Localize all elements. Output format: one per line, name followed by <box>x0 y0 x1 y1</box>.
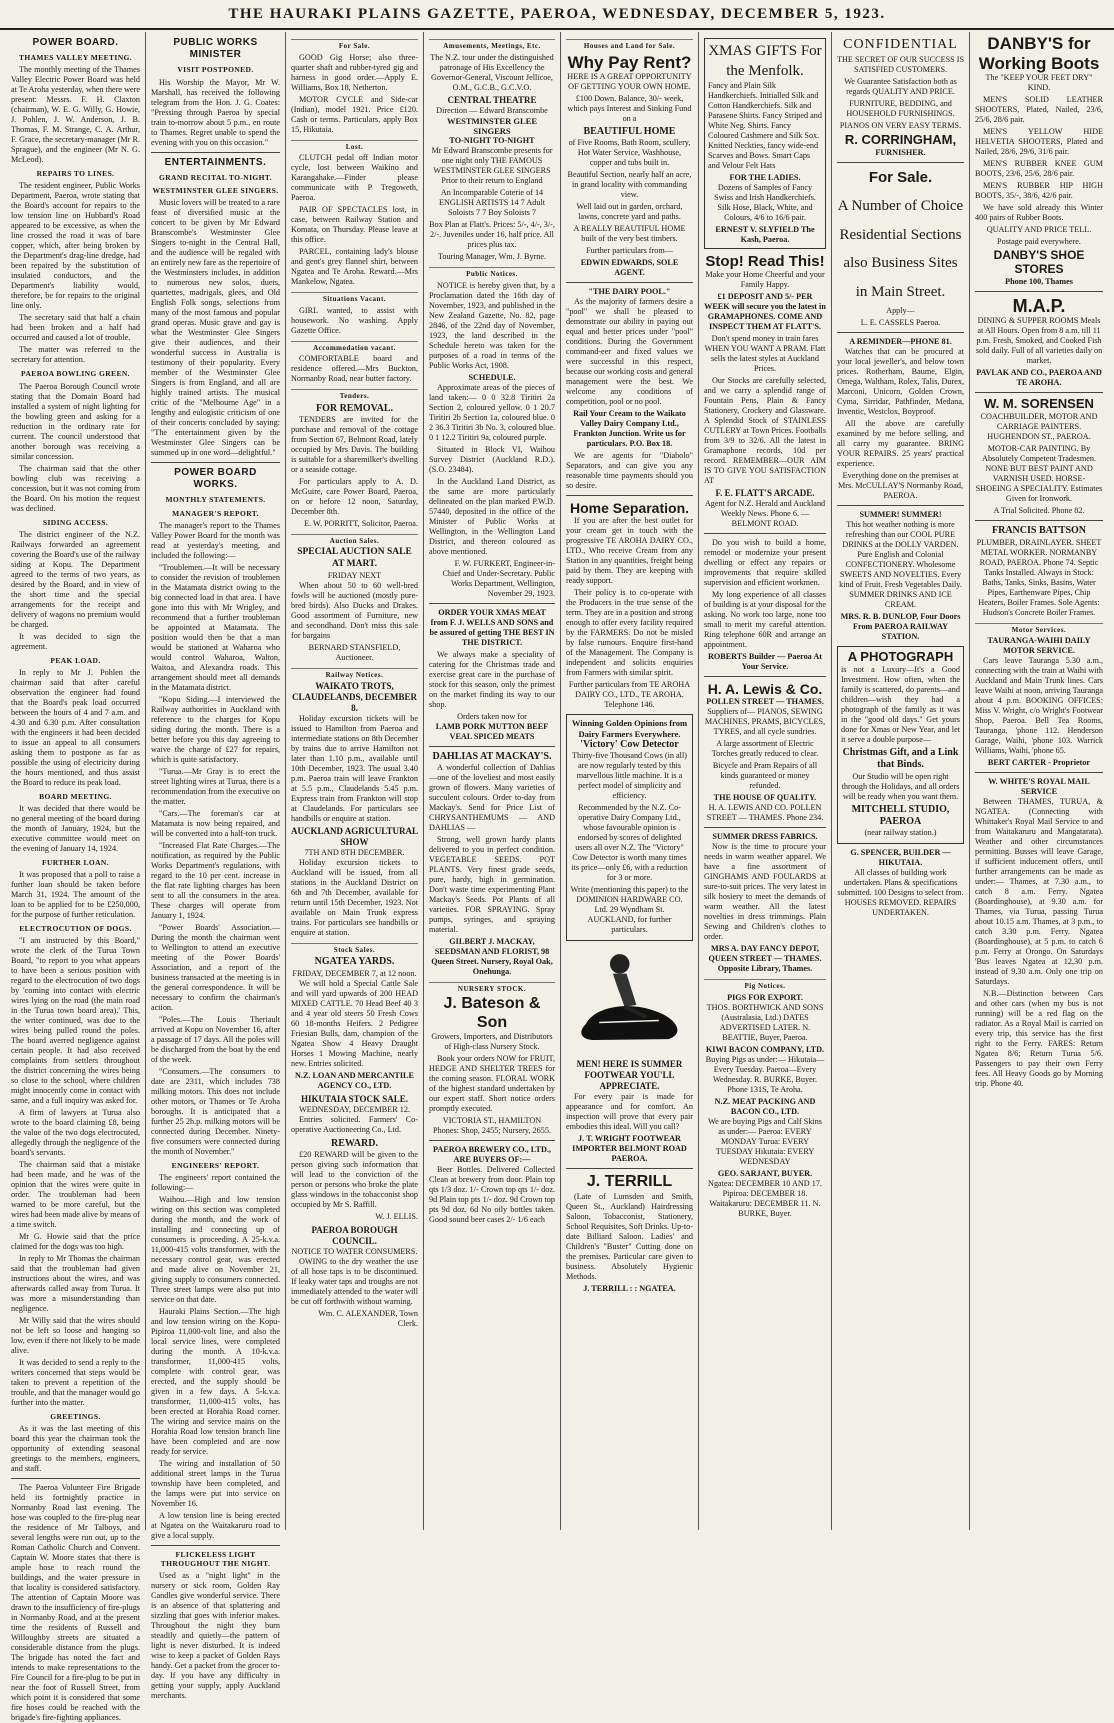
column-4 <box>424 32 561 1530</box>
subheading: ENGINEERS' REPORT. <box>171 1160 260 1170</box>
classified-ad: Growers, Importers, and Distributors of High-class Nursery Stock. <box>431 1032 553 1052</box>
article-paragraph: In reply to Mr J. Pohlen the chairman said that after careful observation the engineer had found that the Board's peak load occurred between the hours of 4 and 7 a.m. and 4.30 and 6.30 p.m. After consultation with the engineers it had been decided to issue an appeal to all consumers asking them to postpone as far as possible the using of electricity during the hours mentioned, and thus assist the Board to reduce its peak load. <box>11 667 140 787</box>
ad-heading: Christmas Gift, and a Link that Binds. <box>842 747 959 771</box>
classified-ad: Everything done on the premises at Mrs. McCULLAY'S Normanby Road, PAEROA. <box>837 471 964 501</box>
divider <box>429 746 555 747</box>
classified-ad: Holiday excursion tickets to Auckland will be issued, from all stations in the Auckland District on 6th and 7th December, available for return until 15th December, 1923. Not available on Main Trunk express trains. For particulars see handbills or enquire at station. <box>291 857 418 937</box>
section-label: NURSERY STOCK. <box>429 982 555 994</box>
divider <box>975 520 1103 521</box>
classified-ad: MOTOR CYCLE and Side-car (Indian), model 1921. Price £120. Cash or terms. Particulars, apply Box 15, Hikutaia. <box>291 94 418 134</box>
classified-ad: Further particulars from— <box>586 246 673 256</box>
article-paragraph: Used as a "night light" in the nursery or sick room, Golden Ray Candles give wonderful service. There is an absence of that splattering and sizzling that goes with inferior makes. Throughout the night they burn steadily and quietly—the pattern of light is never disturbed. It is indeed wise to keep a packet of Golden Rays handy. Get a packet from the grocer to-day. If you have any difficulty in getting your supply, apply Auckland merchants. <box>151 1571 280 1701</box>
classified-ad: Beautiful Section, nearly half an acre, in grand locality with commanding view. <box>567 170 692 200</box>
terrill-heading: J. TERRILL <box>586 1173 673 1191</box>
article-paragraph: Waihou.—High and low tension wiring on this section was completed during the month, and the work of installing and connecting up of consumers is proceeding. A 25-k.v.a. 11,000-415 volts transformer, with the necessary control gear, was erected and made alive on November 21, giving supply to consumers connected. Three street lamps were also put into service on that date. <box>151 1194 280 1304</box>
classified-ad: £1 DEPOSIT AND 5/- PER WEEK will secure you the latest in GRAMAPHONES. COME AND INSPECT THEM AT FLATT'S. <box>704 292 826 332</box>
classified-ad: We Guarantee Satisfaction both as regards QUALITY AND PRICE. <box>844 77 957 96</box>
ad-signature: GILBERT J. MACKAY, SEEDSMAN AND FLORIST, 98 Queen Street. Nursery, Royal Oak, Onehunga. <box>431 936 553 976</box>
classified-ad: Buying Pigs as under:— Hikutaia—Every Tuesday. Paeroa—Every Wednesday. R. BURKE, Buyer. Phone 131S, Te Aroha. <box>705 1054 825 1094</box>
column-2 <box>146 32 286 1701</box>
article-paragraph: The Paeroa Borough Council wrote stating that the Domain Board had installed a system of night lighting for the bowling green and asking for a reduction in the ordinary rate for current. The council understood that another borough was receiving a similar concession. <box>11 381 140 461</box>
ad-heading: PAEROA BREWERY CO., LTD., ARE BUYERS OF:— <box>433 1145 551 1165</box>
classified-ad: Our Stocks are carefully selected, and we carry a splendid range of Fountain Pens, Plain & Fancy Stationery, Crockery and Glassware. A Splendid Stock of STAINLESS CUTLERY at Town Prices. Footballs from 3/9 to 32/6. All the latest in Gramaphone records, 10d per record. REMEMBER—OUR AIM IS TO GIVE YOU SATISFACTION AT <box>704 376 827 486</box>
ad-heading: PIGS FOR EXPORT. <box>727 992 803 1002</box>
bateson-heading: J. Bateson & Son <box>443 995 541 1031</box>
classified-ad: Mr Edward Branscombe presents for one night only THE FAMOUS WESTMINSTER GLEE SINGERS Prior to their return to England <box>431 146 553 186</box>
ad-subheading: TO-NIGHT TO-NIGHT <box>449 136 535 146</box>
classified-ad: (near railway station.) <box>864 827 937 837</box>
classified-ad: Well laid out in garden, orchard, lawns, concrete yard and paths. <box>576 202 683 222</box>
classified-ad: N.B.—Distinction between Cars and other cars (when my bus is not running) will be a red flag on the radiator. As a Royal Mail is carried on every trip, this service has the first right to the Ferry. FARES: Return Ngatea 8/6; Return Turua 5/6. Passengers to pay their own Ferry fees. All Heavy Goods go by Morning trip. Phone 40. <box>975 989 1103 1089</box>
classified-ad: Cars leave Tauranga 5.30 a.m., connecting with the train at Waihi with Auckland and Main Trunk lines. Cars leave Waihi at noon, arriving Tauranga about 4 p.m. BOOKING OFFICES: Miss V. Wright, c/o Wright's Footwear Shop, Paeroa. Bell Tea Rooms, Tauranga, 'phone 112. Henderson Garage, Waihi, 'phone 103. Warrick Williams, Waihi, 'phone 65. <box>975 656 1103 756</box>
columns <box>6 32 1108 1723</box>
article-paragraph: "Consumers.—The consumers to date are 2311, which includes 738 milking motors. This does not include other motors, or Thames or Te Aroha boroughs. It is anticipated that a further 25 2h.p. milking motors will be connected during December. Ninety-five consumers were connected during the month of November." <box>151 1066 280 1156</box>
article-paragraph: Music lovers will be treated to a rare feast of diversified music at the concert to be given by Mr Edward Branscombe's Westminster Glee Singers to-night in the Central Hall, and the audience will be regaled with an entirely new fare as the repertoire of the Westminsters includes, in addition to numerous new solos, duets, quartettes, madrigals, glees, and Old English Folk songs, selections from many of the most famous and popular grand operas. Music grave and gay is what the Westminster Glee Singers give their audiences, and their wonderful success in Australia is testimony of their popularity. Every member of the Westminster Glee Singers is from England, and all are highly trained artists. The musical critic of the "Melbourne Age" in a lengthy and eulogistic criticism of one of their concerts concluded by saying: "The entertainment given by the Westminster Glee Singers can be summed up in one word—delightful." <box>151 197 280 457</box>
classified-ad: Now is the time to procure your needs in warm weather apparel. We have a fine assortment of GINGHAMS AND FOULARDS at sure-to-suit prices. The very latest in silk hosiery to meet the demands of warm weather. All the latest novelties in dress trimmings. Plain Sewing and Children's clothes to order. <box>704 842 826 942</box>
shoe-illustration <box>566 945 693 1055</box>
home-separation-heading: Home Separation. <box>569 500 690 517</box>
column-6 <box>699 32 832 1530</box>
section-label: Houses and Land for Sale. <box>566 39 693 51</box>
ad-heading: G. SPENCER, BUILDER — HIKUTAIA. <box>850 847 951 867</box>
classified-ad: The "KEEP YOUR FEET DRY" KIND. <box>985 73 1093 93</box>
section-label: Situations Vacant. <box>291 292 418 304</box>
ad-signature: F. W. FURKERT, Engineer-in-Chief and Under-Secretary. Public Works Department, Wellington, November 29, 1923. <box>442 558 555 598</box>
classified-ad: Dozens of Samples of Fancy Swiss and Irish Handkerchiefs. Silk Hose, Black, White, and Colours, 4/6 to 16/6 pair. <box>714 183 816 222</box>
ad-subheading: NOTICE TO WATER CONSUMERS. <box>291 1246 418 1256</box>
power-board-subtitle: THAMES VALLEY MEETING. <box>18 53 133 63</box>
classified-ad: Bicycle and Pram Repairs of all kinds guaranteed or money refunded. <box>712 761 818 791</box>
divider <box>975 291 1103 292</box>
divider <box>11 1478 140 1479</box>
article-paragraph: Mr Willy said that the wires should not be left so loose and hanging so low, even if there not likely to be made alive. <box>11 1316 140 1356</box>
classified-ad: MEN'S YELLOW HIDE HELVETIA SHOOTERS, Plated and Nailed, 28/6, 29/6, 31/6 pair. <box>975 127 1103 157</box>
subheading: MONTHLY STATEMENTS. <box>165 495 266 505</box>
ad-heading: 'Victory' Cow Detector <box>580 739 679 751</box>
article-paragraph: The matter was referred to the secretary for attention. <box>11 345 140 365</box>
classified-ad: Thirty-five Thousand Cows (in all) are now regularly tested by this marvellous little machine. It is a perfect model of simplicity and efficiency. <box>572 751 687 801</box>
classified-ad: PIANOS ON VERY EASY TERMS. <box>839 121 962 130</box>
divider <box>837 332 964 333</box>
ad-signature: MRS. R. B. DUNLOP, Four Doors From PAEROA RAILWAY STATION. <box>840 612 961 642</box>
ad-heading: CENTRAL THEATRE <box>447 94 537 105</box>
classified-ad: GOOD Gig Horse; also three-quarter shaft and rubber-tyred gig and harness in good order.—Apply E. Williams, Box 18, Netherton. <box>291 52 418 92</box>
ad-signature: ERNEST V. SLYFIELD The Kash, Paeroa. <box>715 225 815 244</box>
subheading: GREETINGS. <box>50 1412 101 1422</box>
sorensen-heading: W. M. SORENSEN <box>984 396 1094 412</box>
article-paragraph: The resident engineer, Public Works Department, Paeroa, wrote stating that the Board's account for repairs to the low tension line on Hubbard's Road appeared to be excessive, as when the line crossed the road it was of bare copper, which, after being broken by the Department's drag-line dredge, had been repaired by the substitution of insulated conductors, and the Department's liability would, therefore, be for repairs to the original line only. <box>11 181 140 311</box>
public-works-title: PUBLIC WORKS MINISTER <box>173 37 258 61</box>
ad-heading: WAIKATO TROTS, CLAUDELANDS, DECEMBER 8. <box>291 681 417 713</box>
classified-ad: PAIR OF SPECTACLES lost, in case, between Railway Station and Komata, on Thursday. Please leave at this office. <box>291 205 418 245</box>
classified-ad: MOTOR-CAR PAINTING. By Absolutely Competent Tradesmen. NONE BUT BEST PAINT AND VARNISH USED. HORSE-SHOEING A SPECIALITY. Estimates Given for Ironwork. <box>975 444 1103 504</box>
subheading: REPAIRS TO LINES. <box>36 169 115 179</box>
classified-ad: Strong, well grown hardy plants delivered to you in perfect condition. VEGETABLE SEEDS. POT PLANTS. Very finest grade seeds, pure, hardy, high in germination. Don't waste time experimenting Plant Mackay's Seeds. Pot Plants of all varieties. FOR SPRAYING. Spray pumps, syringes, and spraying material. <box>429 834 555 934</box>
ad-heading: FOR REMOVAL. <box>315 402 394 414</box>
classified-ad: Our Studio will be open right through the Holidays, and all orders will be ready when you want them. <box>841 771 960 801</box>
classified-ad: FURNITURE, BEDDING, and HOUSEHOLD FURNISHINGS. <box>846 99 955 118</box>
classified-ad: Recommended by the N.Z. Co-operative Dairy Company Ltd., whose favourable opinion is endorsed by scores of delighted users all over N.Z. The "Victory" Cow Detector is worth many times its price—only £6, with a reduction for 3 or more. <box>571 803 688 883</box>
article-paragraph: "Troublemen.—It will be necessary to consider the revision of troublemen in the Matamata district owing to the big connected load in that area. I have gone into this with Mr Wrigley, and recommend that a further troubleman be appointed at Matamata. The position would then be that a man would be stationed at Waharoa who would control Waharoa, Walton, Waitoa, and Alexandra roads. This arrangement should meet all demands in the Matamata district. <box>151 562 280 692</box>
section-label: Pig Notices. <box>704 979 826 991</box>
article-paragraph: It was decided to sign the agreement. <box>11 631 140 651</box>
divider <box>975 772 1103 773</box>
stop-read-heading: Stop! Read This! <box>705 253 825 270</box>
classified-ad: PARCEL, containing lady's blouse and gent's grey flannel shirt, between Ngatea and Te Aroha. Reward.—Mrs Mankelow, Ngatea. <box>291 247 418 287</box>
power-board-title: POWER BOARD. <box>32 37 119 48</box>
classified-ad: GIRL wanted, to assist with housework. No washing. Apply Gazette Office. <box>291 305 418 335</box>
divider <box>151 1545 280 1546</box>
article-paragraph: Hauraki Plains Section.—The high and low tension wiring on the Kopu-Pipiroa 11,000-volt line, and also the local service lines, were completed during the month. A 10-k.v.a. transformer, 11,000-415 volts, complete with control gear, was erected, and the supply should be given in a few days. A 5-k.v.a. transformer, 11,000-415 volts, has been erected at Horahia Road corner. The wiring and service mains on the Horahia Road low tension branch line have been completed and are now ready for service. <box>151 1306 280 1456</box>
ad-signature: MRS A. DAY FANCY DEPOT, QUEEN STREET — THAMES. Opposite Library, Thames. <box>708 944 822 974</box>
subheading: SIDING ACCESS. <box>42 517 109 527</box>
subheading: FLICKELESS LIGHT THROUGHOUT THE NIGHT. <box>160 1549 271 1568</box>
classified-ad: HERE IS A GREAT OPPORTUNITY OF GETTING YOUR OWN HOME. <box>567 72 692 92</box>
column-8 <box>970 32 1108 1530</box>
subheading: FURTHER LOAN. <box>41 858 110 868</box>
classified-ad: Make your Home Cheerful and your Family Happy. <box>705 270 825 290</box>
article-paragraph: The district engineer of the N.Z. Railways forwarded an agreement covering the Board's use of the railway siding at Kopu. The Department agreed to the terms of two years, as desired by the Board, and in view of the short time and the special arrangements for the receipt and delivery of wagons no premium would be charged. <box>11 529 140 629</box>
divider <box>975 392 1103 393</box>
section-label: Amusements, Meetings, Etc. <box>429 39 555 51</box>
subheading: ELECTROCUTION OF DOGS. <box>19 924 132 934</box>
ad-heading: REWARD. <box>331 1137 378 1149</box>
classified-ad: A wonderful collection of Dahlias—one of the loveliest and most easily grown of flowers. Many varieties of succulent colours. Order to-day from Mackay's. Send for Price List of CHRYSANTHEMUMS — AND DAHLIAS — <box>429 762 555 832</box>
classified-ad: We always make a speciality of catering for the Christmas trade and exercise great care in the purchase of stock for this season, only the primest on the market finding its way to our shop. <box>429 649 555 709</box>
divider <box>837 162 964 163</box>
ad-subheading: POLLEN STREET — THAMES. <box>706 697 824 707</box>
subheading: BOARD MEETING. <box>39 791 112 801</box>
ad-heading: TAURANGA-WAIHI DAILY MOTOR SERVICE. <box>987 636 1091 656</box>
classified-ad: Entries solicited. Farmers' Co-operative Auctioneering Co., Ltd. <box>291 1114 418 1134</box>
divider <box>704 827 826 828</box>
classified-ad: (Late of Lumsden and Smith, Queen St., Auckland) Hairdressing Saloon, Tobacconist, Stationery, School Requisites, Soft Drinks. Up-to-date Billiard Saloon. Ladies' and Children's "Buster" Cutting done on the premises. Particular care given to business. Absolutely Hygienic Methods. <box>566 1191 693 1281</box>
article-paragraph: "Kopu Siding.—I interviewed the Railway authorities in Auckland with reference to the charges for Kopu siding during the month. There is a better before you this day agreeing to waive the charge of £27 for repairs, which is quite satisfactory. <box>151 694 280 764</box>
ad-heading: "THE DAIRY POOL." <box>588 287 671 297</box>
ad-subheading: Orders taken now for <box>457 711 527 721</box>
ad-signature: VICTORIA ST., HAMILTON Phones: Shop, 2455; Nursery, 2655. <box>433 1116 551 1136</box>
divider <box>837 505 964 506</box>
ad-heading: DAHLIAS AT MACKAY'S. <box>432 750 552 762</box>
sections-ad-text: A Number of Choice Residential Sections also Business Sites in Main Street. <box>837 198 964 300</box>
danby-heading: DANBY'S for Working Boots <box>978 34 1100 73</box>
classified-ad: A Trial Solicited. Phone 82. <box>993 506 1085 516</box>
classified-ad: We are buying Pigs and Calf Skins as under:— Paeroa: EVERY MONDAY Turua: EVERY TUESDAY Hikutaia: EVERY WEDNESDAY <box>708 1116 822 1166</box>
power-board-works-title: POWER BOARD WORKS. <box>174 466 257 491</box>
subheading: GRAND RECITAL TO-NIGHT. <box>158 172 273 182</box>
classified-ad: Book your orders NOW for FRUIT, HEDGE AND SHELTER TREES for the coming season. FLORAL WORK of the highest standard undertaken by our expert staff. Short notice orders promptly executed. <box>429 1054 555 1114</box>
column-7 <box>832 32 970 1530</box>
divider <box>151 152 280 153</box>
classified-ad: A large assortment of Electric Torches greatly reduced to clear. <box>711 739 819 759</box>
article-paragraph: The Paeroa Volunteer Fire Brigade held its fortnightly practice in Normanby Road last evening. The hose was coupled to the fire-plug near the residence of Mr Talboys, and several lengths were run out, up to the Roman Catholic Church and Convent. Captain W. Moore states that there is ample hose to reach round the buildings, and the water pressure in that locality is considered satisfactory. The attention of Captain Moore was drawn to the insufficiency of fire-plugs in Normanby Road, and at the present time the residents of Russell and Willoughby streets are situated a considerable distance from the plugs. The brigade has noted the fact and intends to make representations to the Fire Council for a fire-plug to be put in near the foot of Russell Street, from which point it is considered that some fire hoses could be reached with the brigade's fire-fighting appliances. <box>11 1483 140 1723</box>
map-heading: M.A.P. <box>1012 295 1066 316</box>
article-paragraph: "Poles.—The Louis Theriault arrived at Kopu on November 16, after a passage of 17 days. All the poles will be discharged from the boat by the end of the week. <box>151 1014 280 1064</box>
divider <box>429 603 555 604</box>
article-paragraph: "Cars.—The foreman's car at Matamata is now being repaired, and will be converted into a half-ton truck. <box>151 808 280 838</box>
entertainments-title: ENTERTAINMENTS. <box>164 156 267 168</box>
ad-heading: SUMMER DRESS FABRICS. <box>712 832 818 842</box>
divider <box>429 1140 555 1141</box>
classified-ad: MEN'S RUBBER HIP HIGH BOOTS, 35/-, 38/6, 42/6 pair. <box>975 181 1103 201</box>
classified-ad: We will hold a Special Cattle Sale and will yard upwards of 200 HEAD MIXED CATTLE. 70 Head Beef 40 3 and 4 year old steers 50 Fresh Cows 60 18-months Heifers. 2 Pedigree Friesian Bulls, dam, champion of the Ngatea Show 4 Heavy Draught Horses 1 Mowing Machine, nearly new. Entries solicited. <box>291 978 418 1068</box>
xmas-gifts-ad <box>704 38 826 249</box>
article-paragraph: In reply to Mr Thomas the chairman said that the troubleman had given instructions about the wires, and was afterwards called away from Turua. It was more a misunderstanding than negligence. <box>11 1254 140 1314</box>
ad-signature: L. E. CASSELS Paeroa. <box>860 318 941 328</box>
article-paragraph: The chairman said that the other bowling club was receiving a concession, but it was not coming from the Board. On his motion the request was declined. <box>11 463 140 513</box>
classified-ad: LAMB PORK MUTTON BEEF VEAL SPICED MEATS <box>435 721 549 741</box>
section-label: Lost. <box>291 140 418 152</box>
ad-subheading: FOR THE LADIES. <box>729 173 801 182</box>
subheading: VISIT POSTPONED. <box>177 65 254 75</box>
ad-subheading: FURNISHER. <box>875 147 926 157</box>
divider <box>566 1168 693 1169</box>
article-paragraph: It was decided to send a reply to the writers concerned that steps would be taken to prevent a repetition of the trouble, and that the manager would go further into the matter. <box>11 1358 140 1408</box>
ad-heading: BEAUTIFUL HOME <box>583 126 676 138</box>
classified-ad: Agent for N.Z. Herald and Auckland Weekly News. Phone 6. — BELMONT ROAD. <box>704 499 826 529</box>
ad-subheading: 7TH AND 8TH DECEMBER. <box>304 847 405 857</box>
ad-signature: W. J. ELLIS. <box>375 1211 418 1221</box>
classified-ad: All the above are carefully examined by me before selling, and all carry my guarantee. BRING YOUR REPAIRS. 25 years' practical experience. <box>837 419 964 469</box>
classified-ad: of Five Rooms, Bath Room, scullery, Hot Water Service, Washhouse, copper and tubs built in. <box>568 138 691 168</box>
classified-ad: The N.Z. tour under the distinguished patronage of His Excellency the Governor-General, Viscount Jellicoe, O.M., G.C.B., G.C.V.O. <box>430 52 554 92</box>
ad-signature: N.Z. LOAN AND MERCANTILE AGENCY CO., LTD. <box>295 1070 414 1090</box>
for-sale-heading: For Sale. <box>868 168 933 186</box>
ad-signature: Further particulars from TE AROHA DAIRY CO., LTD., TE AROHA. Telephone 146. <box>568 680 691 710</box>
photograph-ad <box>837 646 964 844</box>
classified-ad: is not a Luxury—It's a Good Investment. How often, when the family is scattered, do parents—and children—wish they had a photograph of the family as it was in the "good old days." Get yours done for Xmas or New Year, and let it serve a double purpose— <box>841 665 960 745</box>
article-paragraph: The manager's report to the Thames Valley Power Board for the month was read at yesterday's meeting, and included the following:— <box>151 520 280 560</box>
ad-heading: MEN! HERE IS SUMMER FOOTWEAR YOU'LL APPRECIATE. <box>576 1059 683 1092</box>
classified-ad: NOTICE is hereby given that, by a Proclamation dated the 16th day of November, 1923, and published in the New Zealand Gazette, No. 82, page 2846, of the 22nd day of November, 1923, the land described in the Schedule hereto was taken for the purposes of a road in terms of the Public Works Act, 1908. <box>429 280 555 370</box>
ad-heading: PAEROA BOROUGH COUNCIL. <box>311 1224 398 1246</box>
section-label: Accommodation vacant. <box>291 341 418 353</box>
ad-heading: F. E. FLATT'S ARCADE. <box>715 488 815 499</box>
ad-subheading: SCHEDULE. <box>468 372 516 382</box>
classified-ad: £100 Down. Balance, 30/- week, which pays Interest and Sinking Fund on a <box>567 94 692 124</box>
article-paragraph: As it was the last meeting of this board this year the chairman took the opportunity of extending seasonal greetings to the members, engineers, and staff. <box>11 1424 140 1474</box>
corringham-heading: R. CORRINGHAM, <box>844 132 957 147</box>
classified-ad: Do you wish to build a home, remodel or modernize your present dwelling or effect any repairs or improvements that require skilled supervision and efficient workmen. <box>704 538 826 588</box>
classified-ad: £20 REWARD will be given to the person giving such information that will lead to the conviction of the person or persons who broke the plate glass windows in the tobacconist shop occupied by Mr S. Raffill. <box>291 1149 418 1209</box>
section-label: For Sale. <box>291 39 418 51</box>
divider <box>704 676 826 677</box>
ad-subheading: FRIDAY NEXT <box>327 570 382 580</box>
ad-heading: W. WHITE'S ROYAL MAIL SERVICE <box>988 777 1090 797</box>
section-label: Public Notices. <box>429 267 555 279</box>
ad-heading: AUCKLAND AGRICULTURAL SHOW <box>291 825 418 847</box>
ad-signature: BERT CARTER - Proprietor <box>987 758 1091 768</box>
classified-ad: CLUTCH pedal off Indian motor cycle, lost between Waikino and Karangahake.—Finder please communicate with P Tregoweth, Paeroa. <box>291 153 418 203</box>
divider <box>151 462 280 463</box>
classified-ad: Holiday excursion tickets will be issued to Hamilton from Paeroa and intermediate stations on 8th December by trains due to arrive Hamilton not later than 1.10 p.m., available until 10th December, 1923. The usual 3.40 p.m. Paeroa train will leave Frankton at 5.5 p.m., Claudelands 5.45 p.m. Express train from Frankton will stop at Claudelands. For particulars see handbills or enquire at station. <box>291 713 418 823</box>
ad-signature: E. W. PORRITT, Solicitor, Paeroa. <box>304 518 418 528</box>
classified-ad: An Incomparable Coterie of 14 ENGLISH ARTISTS 14 7 Adult Soloists 7 7 Boy Soloists 7 <box>439 188 545 218</box>
classified-ad: A REALLY BEAUTIFUL HOME built of the very best timbers. <box>573 224 686 244</box>
ad-heading: A REMINDER—PHONE 81. <box>849 337 952 347</box>
classified-ad: THOS. BORTHWICK AND SONS (Australasia, Ltd.) DATES ADVERTISED LATER. N. BEATTIE, Buyer, Paeroa. <box>706 1002 824 1042</box>
ad-signature: BERNARD STANSFIELD, Auctioneer. <box>308 642 401 662</box>
subheading: MANAGER'S REPORT. <box>172 508 259 518</box>
ad-heading: N.Z. MEAT PACKING AND BACON CO., LTD. <box>714 1096 816 1116</box>
ad-heading: NGATEA YARDS. <box>314 956 395 968</box>
article-paragraph: The chairman said that a mistake had been made, and he was of the opinion that the wires were quite in order. The troubleman had been warned to be more careful, but the wires had been made alive by means of a time switch. <box>11 1160 140 1230</box>
classified-ad: COACHBUILDER, MOTOR AND CARRIAGE PAINTERS. HUGHENDON ST., PAEROA. <box>980 412 1098 442</box>
classified-ad: Apply— <box>886 306 915 316</box>
ad-signature: EDWIN EDWARDS, SOLE AGENT. <box>580 258 679 278</box>
article-paragraph: The engineers' report contained the following:— <box>151 1172 280 1192</box>
classified-ad: We have sold already this Winter 400 pairs of Rubber Boots. <box>975 203 1103 223</box>
classified-ad: If you are after the best outlet for your cream get in touch with the progressive TE AROHA DAIRY CO., LTD., Who receive Cream from any Station in any quantities, freight being paid by them. They are keeping with ready support. <box>566 516 693 586</box>
article-paragraph: His Worship the Mayor, Mr W. Marshall, has received the following telegram from the Hon. J. G. Coates: "Pressing through Paeroa by special train to-morrow about 5 p.m., en route to Thames. Regret unable to spend the evening with you on this occasion." <box>151 77 280 147</box>
classified-ad: In the Auckland Land District, as the same are more particularly delineated on the plan marked P.W.D. 57440, deposited in the office of the Minister of Public Works at Wellington, in the Wellington Land District, and thereon coloured as above mentioned. <box>429 476 555 556</box>
ad-heading: XMAS GIFTS For the Menfolk. <box>708 43 822 79</box>
article-paragraph: "Turua.—Mr Gray is to erect the street lighting wires at Turua, there is a recommendation from the executive on the matter. <box>151 766 280 806</box>
lewis-heading: H. A. Lewis & Co. <box>707 681 823 698</box>
column-3 <box>286 32 424 1530</box>
ad-signature: H. A. LEWIS AND CO. POLLEN STREET — THAMES. Phone 234. <box>706 803 824 823</box>
why-pay-rent-heading: Why Pay Rent? <box>567 52 692 72</box>
classified-ad: All classes of building work undertaken. Plans & specifications submitted. 100 Designs to select from. HOUSES REMOVED. REPAIRS UNDERTAKEN. <box>837 867 964 917</box>
classified-ad: When about 50 to 60 well-bred fowls will be auctioned (mostly pure-bred birds). Also Ducks and Drakes. Good assortment of Furniture, new and secondhand. Don't miss this sale for bargains <box>291 580 418 640</box>
column-5 <box>561 32 699 1530</box>
ad-subheading: Phone 100, Thames <box>1005 276 1073 286</box>
article-paragraph: It was decided that there would be no general meeting of the board during the month of January, 1924, but the executive committee would meet on the evening of January 14, 1924. <box>11 804 140 854</box>
classified-ad: Situated in Block VI, Waihou Survey District (Auckland R.D.). (S.O. 23484). <box>429 444 555 474</box>
classified-ad: TENDERS are invited for the purchase and removal of the cottage from Section 67, Belmont Road, lately occupied by Mrs Davis. The building is suitable for a sharemilker's dwelling or a seaside cottage. <box>291 414 418 474</box>
classified-ad: Suppliers of— PIANOS, SEWING MACHINES, PRAMS, BICYCLES, TYRES, and all cycle sundries. <box>704 707 826 737</box>
divider <box>566 495 693 496</box>
classified-ad: Fancy and Plain Silk Handkerchiefs. Initialled Silk and Cotton Handkerchiefs. Silk and Parasene Shirts. Fancy Striped and White Neg. Shirts. Fancy Coloured Cashmere and Silk Sox. Knitted Neckties, fancy wide-end Scarves and Bows. Smart Caps and Velour Felt Hats <box>708 81 822 170</box>
classified-ad: For particulars apply to A. D. McGuire, care Power Board, Paeroa, on or before 12 noon, Saturday, December 8th. <box>291 476 418 516</box>
article-paragraph: "Increased Flat Rate Charges.—The notification, as required by the Public Works Department's regulations, with regard to the 10 per cent. increase in the flat rate lighting charges has been sent to all the consumers in the area. These charges will operate from January 1, 1924. <box>151 840 280 920</box>
article-paragraph: It was proposed that a poll to raise a further loan should be taken before March 31, 1924. The amount of the loan to be applied for to be £250,000, for the purpose of further reticulation. <box>11 870 140 920</box>
classified-ad: Box Plan at Flatt's. Prices: 5/-, 4/-, 3/-, 2/-. Juveniles under 16, half price. All prices plus tax. <box>429 220 555 250</box>
classified-ad: As the majority of farmers desire a "pool" we shall be pleased to demonstrate our ability in paying out equal and better prices under "pool" conditions. During the Government command-eer and fixed values we were successful in this respect, because our working costs and general management were the best. We welcome any conditions of competition, pool or no pool. <box>566 297 693 407</box>
classified-ad: We are agents for "Diabolo" Separators, and can give you any reasonable time payments should you so desire. <box>566 451 693 491</box>
classified-ad: Ngatea: DECEMBER 10 AND 17. Pipiroa: DECEMBER 18. Waitakaruru: DECEMBER 11. N. BURKE, Buyer. <box>708 1178 822 1218</box>
classified-ad: QUALITY AND PRICE TELL. <box>986 225 1092 235</box>
article-paragraph: A firm of lawyers at Turua also wrote to the board claiming £8, being the value of the two dogs electrocuted, allegedly through the negligence of the board's servants. <box>11 1108 140 1158</box>
ad-heading: Winning Golden Opinions from Dairy Farmers Everywhere. <box>571 718 688 739</box>
ad-signature: GEO. SARJANT, BUYER. <box>717 1168 813 1178</box>
subheading: PEAK LOAD. <box>50 655 101 665</box>
classified-ad: MEN'S RUBBER KNEE GUM BOOTS, 23/6, 25/6, 28/6 pair. <box>975 159 1103 179</box>
ad-heading: A PHOTOGRAPH <box>847 649 954 665</box>
classified-ad: MEN'S SOLID LEATHER SHOOTERS, Plated, Nailed, 23/6, 25/6, 28/6 pair. <box>975 95 1103 125</box>
danby-stores-heading: DANBY'S SHOE STORES <box>993 248 1085 276</box>
classified-ad: For every pair is made for appearance and for comfort. An inspection will prove that every pair embodies this ideal. Will you call? <box>566 1092 693 1132</box>
article-paragraph: The wiring and installation of 50 additional street lamps in the Turua township have been completed, and the lamps were put into service on November 16. <box>151 1458 280 1508</box>
classified-ad: Approximate areas of the pieces of land taken:— 0 0 32.8 Tiritiri 2a Section 2, coloured yellow. 0 1 20.7 Tiritiri 2b Section 1a, coloured blue. 0 2 36.3 Tiritiri 3b No. 3, coloured blue. 0 1 12.2 Tiritiri 9a, coloured purple. <box>429 382 555 442</box>
classified-ad: Touring Manager, Wm. J. Byrne. <box>437 252 547 262</box>
ad-signature: MITCHELL STUDIO, PAEROA <box>851 803 950 827</box>
victory-cow-detector-ad <box>566 714 693 941</box>
ad-heading: KIWI BACON COMPANY, LTD. <box>705 1044 825 1054</box>
ad-heading: WESTMINSTER GLEE SINGERS <box>447 115 537 136</box>
article-paragraph: Mr G. Howie said that the price claimed for the dogs was too high. <box>11 1232 140 1252</box>
section-label: Railway Notices. <box>291 668 418 680</box>
ad-heading: ORDER YOUR XMAS MEAT from F. J. WELLS AND SONS and be assured of getting THE BEST IN THE DISTRICT. <box>429 607 555 647</box>
classified-ad: Rail Your Cream to the Waikato Valley Dairy Company Ltd., Frankton Junction. Write us for particulars. P.O. Box 18. <box>573 409 686 449</box>
section-label: Tenders. <box>291 389 418 401</box>
column-1 <box>6 32 146 1723</box>
classified-ad: COMFORTABLE board and residence offered.—Mrs Buckton, Normanby Road, near butter factory. <box>291 354 418 384</box>
ad-subheading: Direction — Edward Branscombe <box>436 105 548 115</box>
section-label: Stock Sales. <box>291 943 418 955</box>
subheading: PAEROA BOWLING GREEN. <box>21 369 130 379</box>
ad-subheading: FRIDAY, DECEMBER 7, at 12 noon. <box>292 968 417 978</box>
ad-heading: THE HOUSE OF QUALITY. <box>713 793 817 803</box>
article-paragraph: "Power Boards' Association.—During the month the chairman went to Wellington to attend an executive meeting of the Power Boards' Association, and a report of the business transacted at the meeting is in the general correspondence. It will be necessary to confirm the chairman's action. <box>151 922 280 1012</box>
classified-ad: PLUMBER, DRAINLAYER. SHEET METAL WORKER. NORMANBY ROAD, PAEROA. Phone 74. Septic Tanks Installed. Always in Stock: Baths, Tanks, Sinks, Basins, Water Pipes, Earthenware Pipes, Chip Heaters, Boiler Frames. Sole Agents: Hudson's Concrete Boiler Frames. <box>976 537 1102 617</box>
section-label: Auction Sales. <box>291 534 418 546</box>
classified-ad: OWING to the dry weather the use of all hose taps is to be discontinued. If leaky water taps and troughs are not immediately attended to the water will be cut off forthwith without warning. <box>291 1256 418 1306</box>
divider <box>704 533 826 534</box>
ad-signature: J. T. WRIGHT FOOTWEAR IMPORTER BELMONT ROAD PAEROA. <box>572 1134 687 1164</box>
classified-ad: Postage paid everywhere. <box>997 237 1081 247</box>
ad-signature: PAVLAK AND CO., PAEROA AND TE AROHA. <box>976 368 1102 388</box>
masthead: THE HAURAKI PLAINS GAZETTE, PAEROA, WEDNESDAY, DECEMBER 5, 1923. <box>0 0 1114 30</box>
classified-ad: Between THAMES, TURUA, & NGATEA. (Connecting with Whittaker's Royal Mail Service to and from Waitakaruru and Mangatarata). Weather and other circumstances permitting. Busses will leave Garage, if sufficient inducement offers, until further arrangements can be made as under:— Thames, at 7.30 a.m., to catch 8 a.m. Ferry. Ngatea (Boardinghouse), at 9.30 a.m. for Thames, via Turua, passing Turua about 10.15 a.m. Thames, at 3 p.m., to catch 3.30 p.m. Ferry. Ngatea (Boardinghouse), at 5 p.m. to catch 6 p.m. Ferry at Orongo. On Saturdays 'Bus leaves Ngatea at 12.30 p.m. instead of 9.30 a.m. Only one trip on Saturdays. <box>975 797 1103 987</box>
ad-subheading: WEDNESDAY, DECEMBER 12. <box>299 1104 410 1114</box>
article-paragraph: The secretary said that half a chain had been broken and a half had occurred and caused a lot of trouble. <box>11 313 140 343</box>
ad-heading: SUMMER! SUMMER! <box>859 510 942 520</box>
divider <box>566 282 693 283</box>
classified-ad: DINING & SUPPER ROOMS Meals at All Hours. Open from 8 a.m. till 11 p.m. Fresh, Smoked, and Cooked Fish sold daily. Full of all varieties daily on market. <box>975 316 1103 366</box>
classified-ad: My long experience of all classes of building is at your disposal for the asking. No work too large, none too small to merit my careful attention. Ring telephone 60R and arrange an appointment. <box>704 590 826 650</box>
ad-heading: SPECIAL AUCTION SALE AT MART. <box>297 547 412 569</box>
classified-ad: Beer Bottles. Delivered Collected Clean at brewery from door. Plain top qts 1/3 doz. 1/- Crown top qts 1/- doz. 9d Plain top pts 1/- doz. 9d Crown top pts 9d doz. 6d No oily bottles taken. Good sound beer cases 2/- 1/6 each <box>429 1165 555 1225</box>
classified-ad: Watches that can be procured at your local jeweller's, and below town prices. Rotherham, Baume, Elgin, Omega, Waltham, Rolex, Talis, Durex, Marconi, Unicorn, Golden Crown, Cyma, Sirridar, Pathfinder, Medana, Inventic, Westclox, Boyproof. <box>837 347 964 417</box>
classified-ad: Their policy is to co-operate with the Producers in the true sense of the term. They are in a position and strong enough to offer every facility required by the FARMERS. Do not be misled by false rumours. Enquire first-hand of the Management. The Company is independent and solicits enquiries from Farmers with similar spirit. <box>566 588 693 678</box>
ad-signature: ROBERTS Builder — Paeroa At Your Service. <box>707 652 823 672</box>
classified-ad: This hot weather nothing is more refreshing than our COOL PURE DRINKS at the DOLLY VARDEN. Pure English and Colonial CONFECTIONERY. Wholesome SWEETS AND NOVELTIES. Every kind of Fruit. Fresh Vegetables Daily. SUMMER DRINKS AND ICE CREAM. <box>839 520 962 610</box>
confidential-heading: CONFIDENTIAL <box>843 37 958 52</box>
battson-heading: FRANCIS BATTSON <box>992 525 1086 537</box>
ad-signature: J. TERRILL : : NGATEA. <box>583 1283 676 1293</box>
classified-ad: Write (mentioning this paper) to the DOMINION HARDWARE CO. Ltd. 29 Wyndham St. AUCKLAND, for further particulars. <box>570 885 689 935</box>
classified-ad: THE SECRET OF OUR SUCCESS IS SATISFIED CUSTOMERS. <box>837 55 965 74</box>
article-paragraph: A low tension line is being erected at Ngatea on the Waitakaruru road to give a local supply. <box>151 1510 280 1540</box>
ad-signature: Wm. C. ALEXANDER, Town Clerk. <box>318 1308 418 1328</box>
article-paragraph: "I am instructed by this Board," wrote the clerk of the Turua Town Board, "to report to you what appears to have been a serious position with regard to the electrocution of two dogs by 'coming into contact with electric wires lying on the road (the main road in the Turua town board area).' This, the writer continued, was due to the wires being pulled round the poles. The board averred negligence against certain people. It had also received complaints from settlers throughout the district concerning the wires being so close to the school, where children might innocently come in contact with same, and a full inquiry was asked for. <box>11 936 140 1106</box>
ad-heading: HIKUTAIA STOCK SALE. <box>301 1093 408 1104</box>
classified-ad: Don't spend money in train fares WHEN YOU WANT A PRAM. Flatt sells the latest styles at Auckland Prices. <box>704 334 826 374</box>
section-label: Motor Services. <box>975 623 1103 635</box>
subheading: WESTMINSTER GLEE SINGERS. <box>152 185 279 195</box>
article-paragraph: The monthly meeting of the Thames Valley Electric Power Board was held at Te Aroha yesterday, when there were present: Messrs. F. H. Claxton (chairman), W. E. G. Willy, G. Howie, J. Pohlen, J. W. Anderson, J. B. Thomas, F. M. Strange, C. A. Arthur, F. Grace, the secretary-manager (Mr R. Sprague), and the engineer (Mr N. G. McLeod). <box>11 65 141 165</box>
